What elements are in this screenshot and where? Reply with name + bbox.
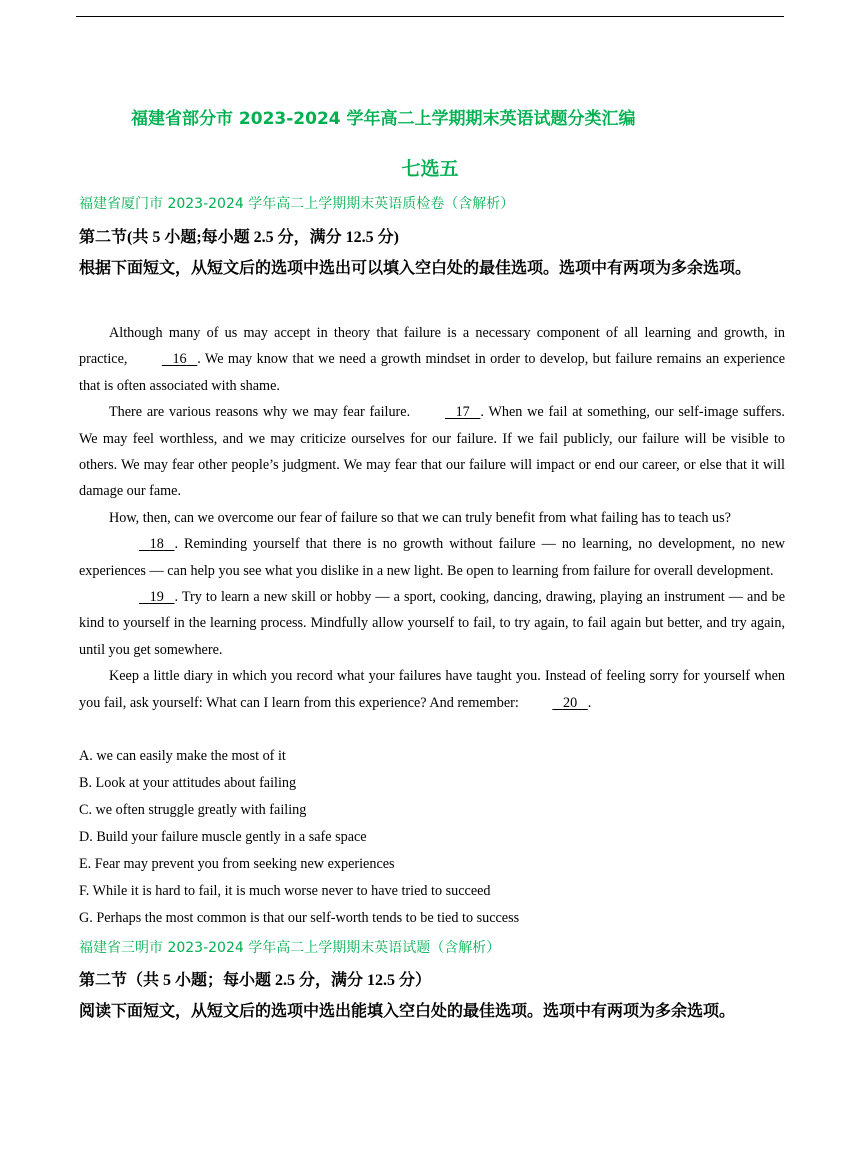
paragraph-4: 18 . Reminding yourself that there is no growth without failure — no learning, no development, no new experiences — can help you see what you dislike in a new light. Be open to learning from failure for overall development.: [79, 531, 785, 584]
option-b: B. Look at your attitudes about failing: [79, 775, 297, 791]
paragraph-6: Keep a little diary in which you record what your failures have taught you. Instead of feeling sorry for yourself when you fail, ask yourself: What can I learn from this experience? And remember: 20 .: [79, 663, 785, 716]
section2-source: 福建省三明市 2023-2024 学年高二上学期期末英语试题（含解析）: [79, 940, 501, 956]
option-e: E. Fear may prevent you from seeking new experiences: [79, 856, 395, 872]
paragraph-2: There are various reasons why we may fear failure. 17 . When we fail at something, our self-image suffers. We may feel worthless, and we may criticize ourselves for our failure. If we fail publicly, our failure will be visible to others. We may fear other people’s judgment. We may fear that our failure will impact or end our career, or else that it will damage our fame.: [79, 399, 785, 505]
blank-16: 16: [172, 351, 187, 368]
blank-20: 20: [562, 694, 578, 711]
option-f: F. While it is hard to fail, it is much worse never to have tried to succeed: [79, 883, 491, 899]
reading-passage: [79, 320, 785, 716]
option-d: D. Build your failure muscle gently in a safe space: [79, 829, 367, 845]
paragraph-1: Although many of us may accept in theory that failure is a necessary component of all learning and growth, in practice, 16 . We may know that we need a growth mindset in order to develop, but failure remains an experience that is often associated with shame.: [79, 325, 786, 394]
option-c: C. we often struggle greatly with failing: [79, 802, 307, 818]
header-rule: [76, 16, 784, 17]
section2-heading: 第二节（共 5 小题；每小题 2.5 分，满分 12.5 分）: [79, 972, 432, 989]
blank-17: 17: [455, 404, 470, 421]
document-subtitle: 七选五: [401, 158, 459, 180]
paragraph-5: 19 . Try to learn a new skill or hobby — a sport, cooking, dancing, drawing, playing an instrument — and be kind to yourself in the learning process. Mindfully allow yourself to fail, to try again, to fail again but better, and try again, until you get somewhere.: [79, 584, 785, 663]
paragraph-3: How, then, can we overcome our fear of failure so that we can truly benefit from what failing has to teach us?: [109, 509, 731, 526]
blank-18: 18: [149, 536, 164, 553]
blank-19: 19: [149, 589, 164, 606]
option-a: A. we can easily make the most of it: [79, 748, 286, 764]
document-title: 福建省部分市 2023-2024 学年高二上学期期末英语试题分类汇编: [131, 109, 636, 129]
section1-source: 福建省厦门市 2023-2024 学年高二上学期期末英语质检卷（含解析）: [79, 196, 515, 212]
section1-heading: 第二节(共 5 小题;每小题 2.5 分，满分 12.5 分): [79, 229, 399, 246]
option-g: G. Perhaps the most common is that our self-worth tends to be tied to success: [79, 910, 520, 926]
section2-instruction: 阅读下面短文，从短文后的选项中选出能填入空白处的最佳选项。选项中有两项为多余选项。: [79, 1001, 736, 1020]
section1-instruction: 根据下面短文，从短文后的选项中选出可以填入空白处的最佳选项。选项中有两项为多余选项。: [79, 258, 752, 277]
